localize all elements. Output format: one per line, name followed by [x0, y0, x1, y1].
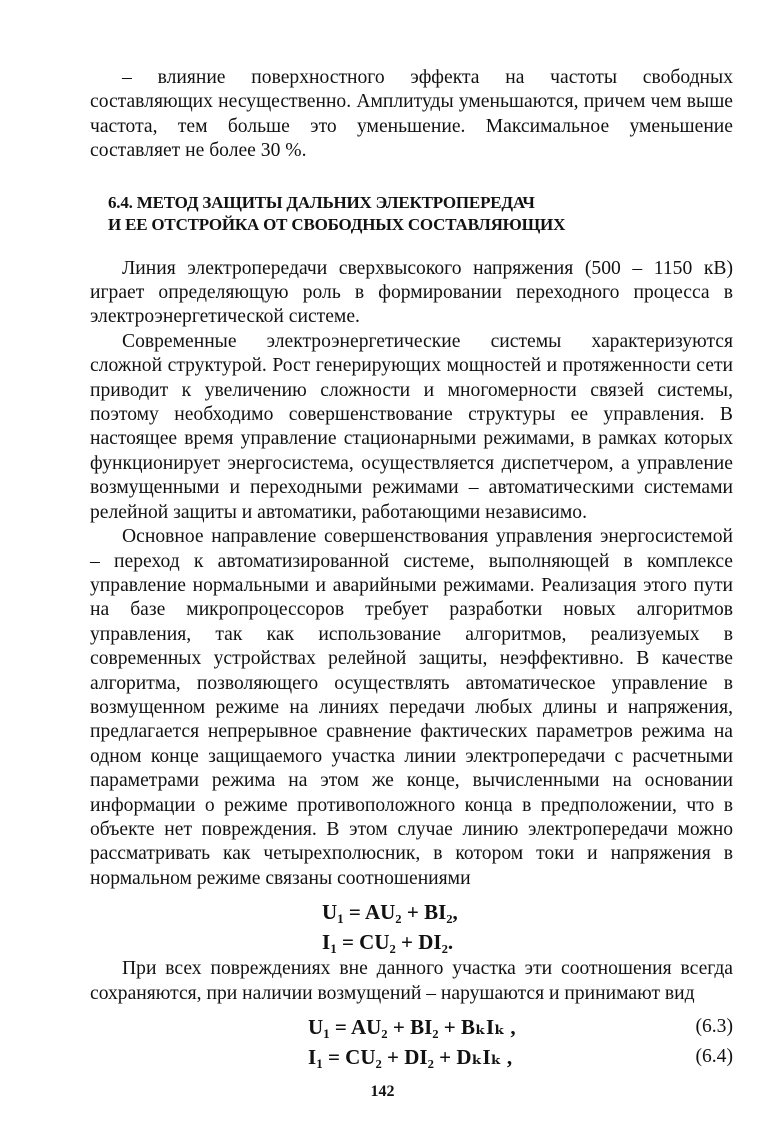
eq-lhs-sub: 1 — [330, 941, 337, 957]
page-number: 142 — [370, 1083, 395, 1100]
eq-lhs-sub: 1 — [337, 911, 344, 927]
equation-current-normal — [90, 927, 733, 957]
page-body — [90, 66, 733, 1072]
eq-rhs: = CU₂ + DI₂. — [341, 930, 454, 955]
section-number: 6.4. — [108, 192, 133, 212]
equation-voltage-normal — [90, 897, 733, 927]
equations-fault — [90, 1012, 733, 1072]
eq-lhs: U — [308, 1015, 324, 1039]
equations-normal — [90, 897, 733, 957]
equation-number: (6.3) — [695, 1016, 733, 1037]
equation-6-4 — [90, 1042, 733, 1072]
section-title-part-1: МЕТОД ЗАЩИТЫ ДАЛЬНИХ ЭЛЕКТРОПЕРЕДАЧ — [136, 192, 535, 212]
eq-lhs: U — [322, 900, 338, 925]
paragraph-2: Современные электроэнергетические системы характеризуются сложной структурой. Рост генерирующих мощностей и протяженности сети приводит к увеличению сложности и многомерности связей системы, поэтому необходимо совершенствование структуры ее управления. В настоящее время управление стационарными режимами, в рамках которых функционирует энергосистема, осуществляется диспетчером, а управление возмущенными и переходными режимами – автоматическими системами релейной защиты и автоматики, работающими независимо. — [90, 330, 733, 523]
equation-6-3 — [90, 1012, 733, 1042]
eq-rhs: = AU₂ + BI₂, — [348, 900, 458, 925]
equation-number: (6.4) — [695, 1046, 733, 1067]
eq-lhs-sub: 1 — [323, 1026, 330, 1041]
paragraph-3: Основное направление совершенствования управления энергосистемой – переход к автоматизированной системе, выполняющей в комплексе управление нормальными и аварийными режимами. Реализация этого пути на базе микропроцессоров требует разработки новых алгоритмов управления, так как использование алгоритмов, реализуемых в современных устройствах релейной защиты, неэффективно. В качестве алгоритма, позволяющего осуществлять автоматическое управление в возмущенном режиме на линиях передачи любых длины и напряжения, предлагается непрерывное сравнение фактических параметров режима на одном конце защищаемого участка линии электропередачи с расчетными параметрами режима на этом же конце, вычисленными на основании информации о режиме противоположного конца в предположении, что в объекте нет повреждения. В этом случае линию электропередачи можно рассматривать как четырехполюсник, в котором токи и напряжения в нормальном режиме связаны соотношениями — [90, 526, 733, 889]
section-title-line-2: И ЕЕ ОТСТРОЙКА ОТ СВОБОДНЫХ СОСТАВЛЯЮЩИХ — [108, 214, 566, 234]
eq-lhs: I — [308, 1045, 317, 1069]
paragraph-1: Линия электропередачи сверхвысокого напряжения (500 – 1150 кВ) играет определяющую роль в формировании переходного процесса в электроэнергетической системе. — [90, 257, 733, 328]
eq-rhs: = CU₂ + DI₂ + DₖIₖ , — [327, 1045, 513, 1069]
paragraph-after-equations: При всех повреждениях вне данного участка эти соотношения всегда сохраняются, при наличии возмущений – нарушаются и принимают вид — [90, 958, 733, 1004]
intro-paragraph: – влияние поверхностного эффекта на частоты свободных составляющих несущественно. Амплитуды уменьшаются, причем чем выше частота, тем больше это уменьшение. Максимальное уменьшение составляет не более 30 %. — [90, 67, 733, 162]
eq-rhs: = AU₂ + BI₂ + BₖIₖ , — [334, 1015, 516, 1039]
section-heading — [108, 192, 733, 236]
eq-lhs: I — [322, 930, 331, 955]
section-title-line-1 — [108, 192, 733, 214]
eq-lhs-sub: 1 — [316, 1056, 323, 1071]
